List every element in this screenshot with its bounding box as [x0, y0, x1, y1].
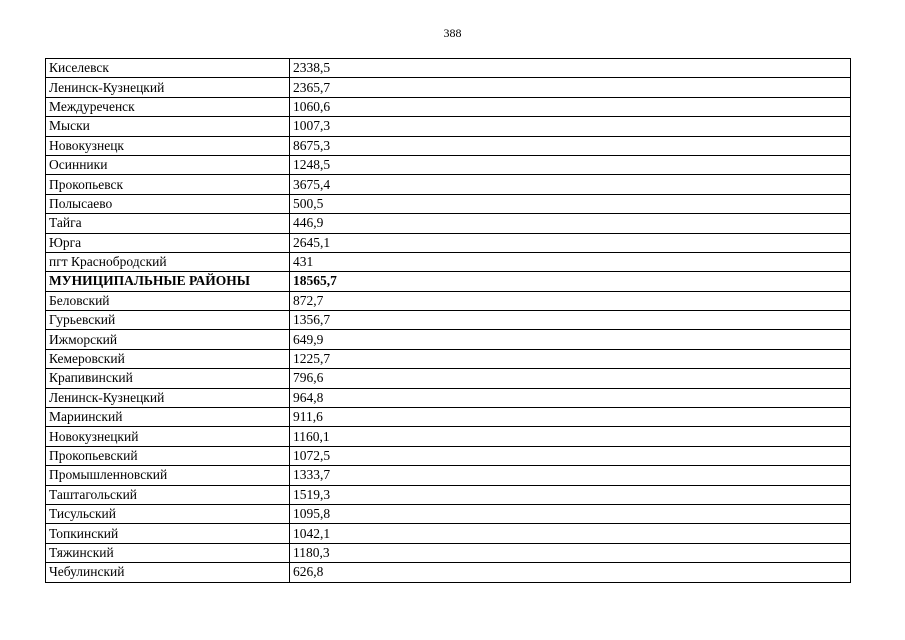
table-row	[46, 214, 851, 233]
row-value-cell: 1519,3	[290, 485, 851, 504]
row-name-cell: Новокузнецкий	[46, 427, 290, 446]
row-value-cell: 1042,1	[290, 524, 851, 543]
table-row	[46, 563, 851, 582]
data-table	[45, 58, 851, 583]
row-value-cell: 2365,7	[290, 78, 851, 97]
row-name-cell: пгт Краснобродский	[46, 252, 290, 271]
row-value-cell: 1356,7	[290, 311, 851, 330]
row-value-cell: 626,8	[290, 563, 851, 582]
table-row	[46, 291, 851, 310]
row-value-cell: 446,9	[290, 214, 851, 233]
row-value-cell: 8675,3	[290, 136, 851, 155]
row-name-cell: Чебулинский	[46, 563, 290, 582]
row-name-cell: Тайга	[46, 214, 290, 233]
table-row	[46, 427, 851, 446]
table-row	[46, 252, 851, 271]
table-row	[46, 78, 851, 97]
table-row	[46, 485, 851, 504]
table-row	[46, 369, 851, 388]
row-value-cell: 1095,8	[290, 504, 851, 523]
row-value-cell: 964,8	[290, 388, 851, 407]
table-row	[46, 504, 851, 523]
table-row	[46, 97, 851, 116]
table-row	[46, 59, 851, 78]
row-value-cell: 649,9	[290, 330, 851, 349]
row-name-cell: Кемеровский	[46, 349, 290, 368]
row-name-cell: Гурьевский	[46, 311, 290, 330]
row-name-cell: Осинники	[46, 155, 290, 174]
row-name-cell: Промышленновский	[46, 466, 290, 485]
row-value-cell: 1225,7	[290, 349, 851, 368]
row-name-cell: Мыски	[46, 117, 290, 136]
table-row	[46, 349, 851, 368]
row-value-cell: 796,6	[290, 369, 851, 388]
row-name-cell: Полысаево	[46, 194, 290, 213]
row-name-cell: Киселевск	[46, 59, 290, 78]
row-name-cell: Крапивинский	[46, 369, 290, 388]
table-row	[46, 330, 851, 349]
table-row	[46, 117, 851, 136]
table-row	[46, 233, 851, 252]
row-value-cell: 1180,3	[290, 543, 851, 562]
row-value-cell: 1248,5	[290, 155, 851, 174]
table-row	[46, 311, 851, 330]
row-name-cell: Ижморский	[46, 330, 290, 349]
page-number: 388	[443, 26, 462, 40]
row-name-cell: Таштагольский	[46, 485, 290, 504]
row-value-cell: 500,5	[290, 194, 851, 213]
row-name-cell: Прокопьевск	[46, 175, 290, 194]
table-row	[46, 524, 851, 543]
row-value-cell: 2645,1	[290, 233, 851, 252]
table-row	[46, 408, 851, 427]
table-row	[46, 466, 851, 485]
row-name-cell: Беловский	[46, 291, 290, 310]
row-value-cell: 1060,6	[290, 97, 851, 116]
table-row	[46, 272, 851, 291]
row-name-cell: Ленинск-Кузнецкий	[46, 78, 290, 97]
table-body	[46, 59, 851, 583]
row-name-cell: Тяжинский	[46, 543, 290, 562]
row-name-cell: Междуреченск	[46, 97, 290, 116]
table-row	[46, 136, 851, 155]
row-name-cell: Новокузнецк	[46, 136, 290, 155]
row-name-cell: Ленинск-Кузнецкий	[46, 388, 290, 407]
row-name-cell: Мариинский	[46, 408, 290, 427]
row-name-cell: Прокопьевский	[46, 446, 290, 465]
row-value-cell: 911,6	[290, 408, 851, 427]
table-row	[46, 446, 851, 465]
row-name-cell: МУНИЦИПАЛЬНЫЕ РАЙОНЫ	[46, 272, 290, 291]
row-value-cell: 1007,3	[290, 117, 851, 136]
table-row	[46, 194, 851, 213]
row-name-cell: Тисульский	[46, 504, 290, 523]
row-value-cell: 2338,5	[290, 59, 851, 78]
row-name-cell: Юрга	[46, 233, 290, 252]
table-row	[46, 388, 851, 407]
row-value-cell: 1160,1	[290, 427, 851, 446]
row-name-cell: Топкинский	[46, 524, 290, 543]
row-value-cell: 1072,5	[290, 446, 851, 465]
table-row	[46, 175, 851, 194]
row-value-cell: 1333,7	[290, 466, 851, 485]
row-value-cell: 3675,4	[290, 175, 851, 194]
table-row	[46, 543, 851, 562]
row-value-cell: 872,7	[290, 291, 851, 310]
table-row	[46, 155, 851, 174]
row-value-cell: 431	[290, 252, 851, 271]
row-value-cell: 18565,7	[290, 272, 851, 291]
